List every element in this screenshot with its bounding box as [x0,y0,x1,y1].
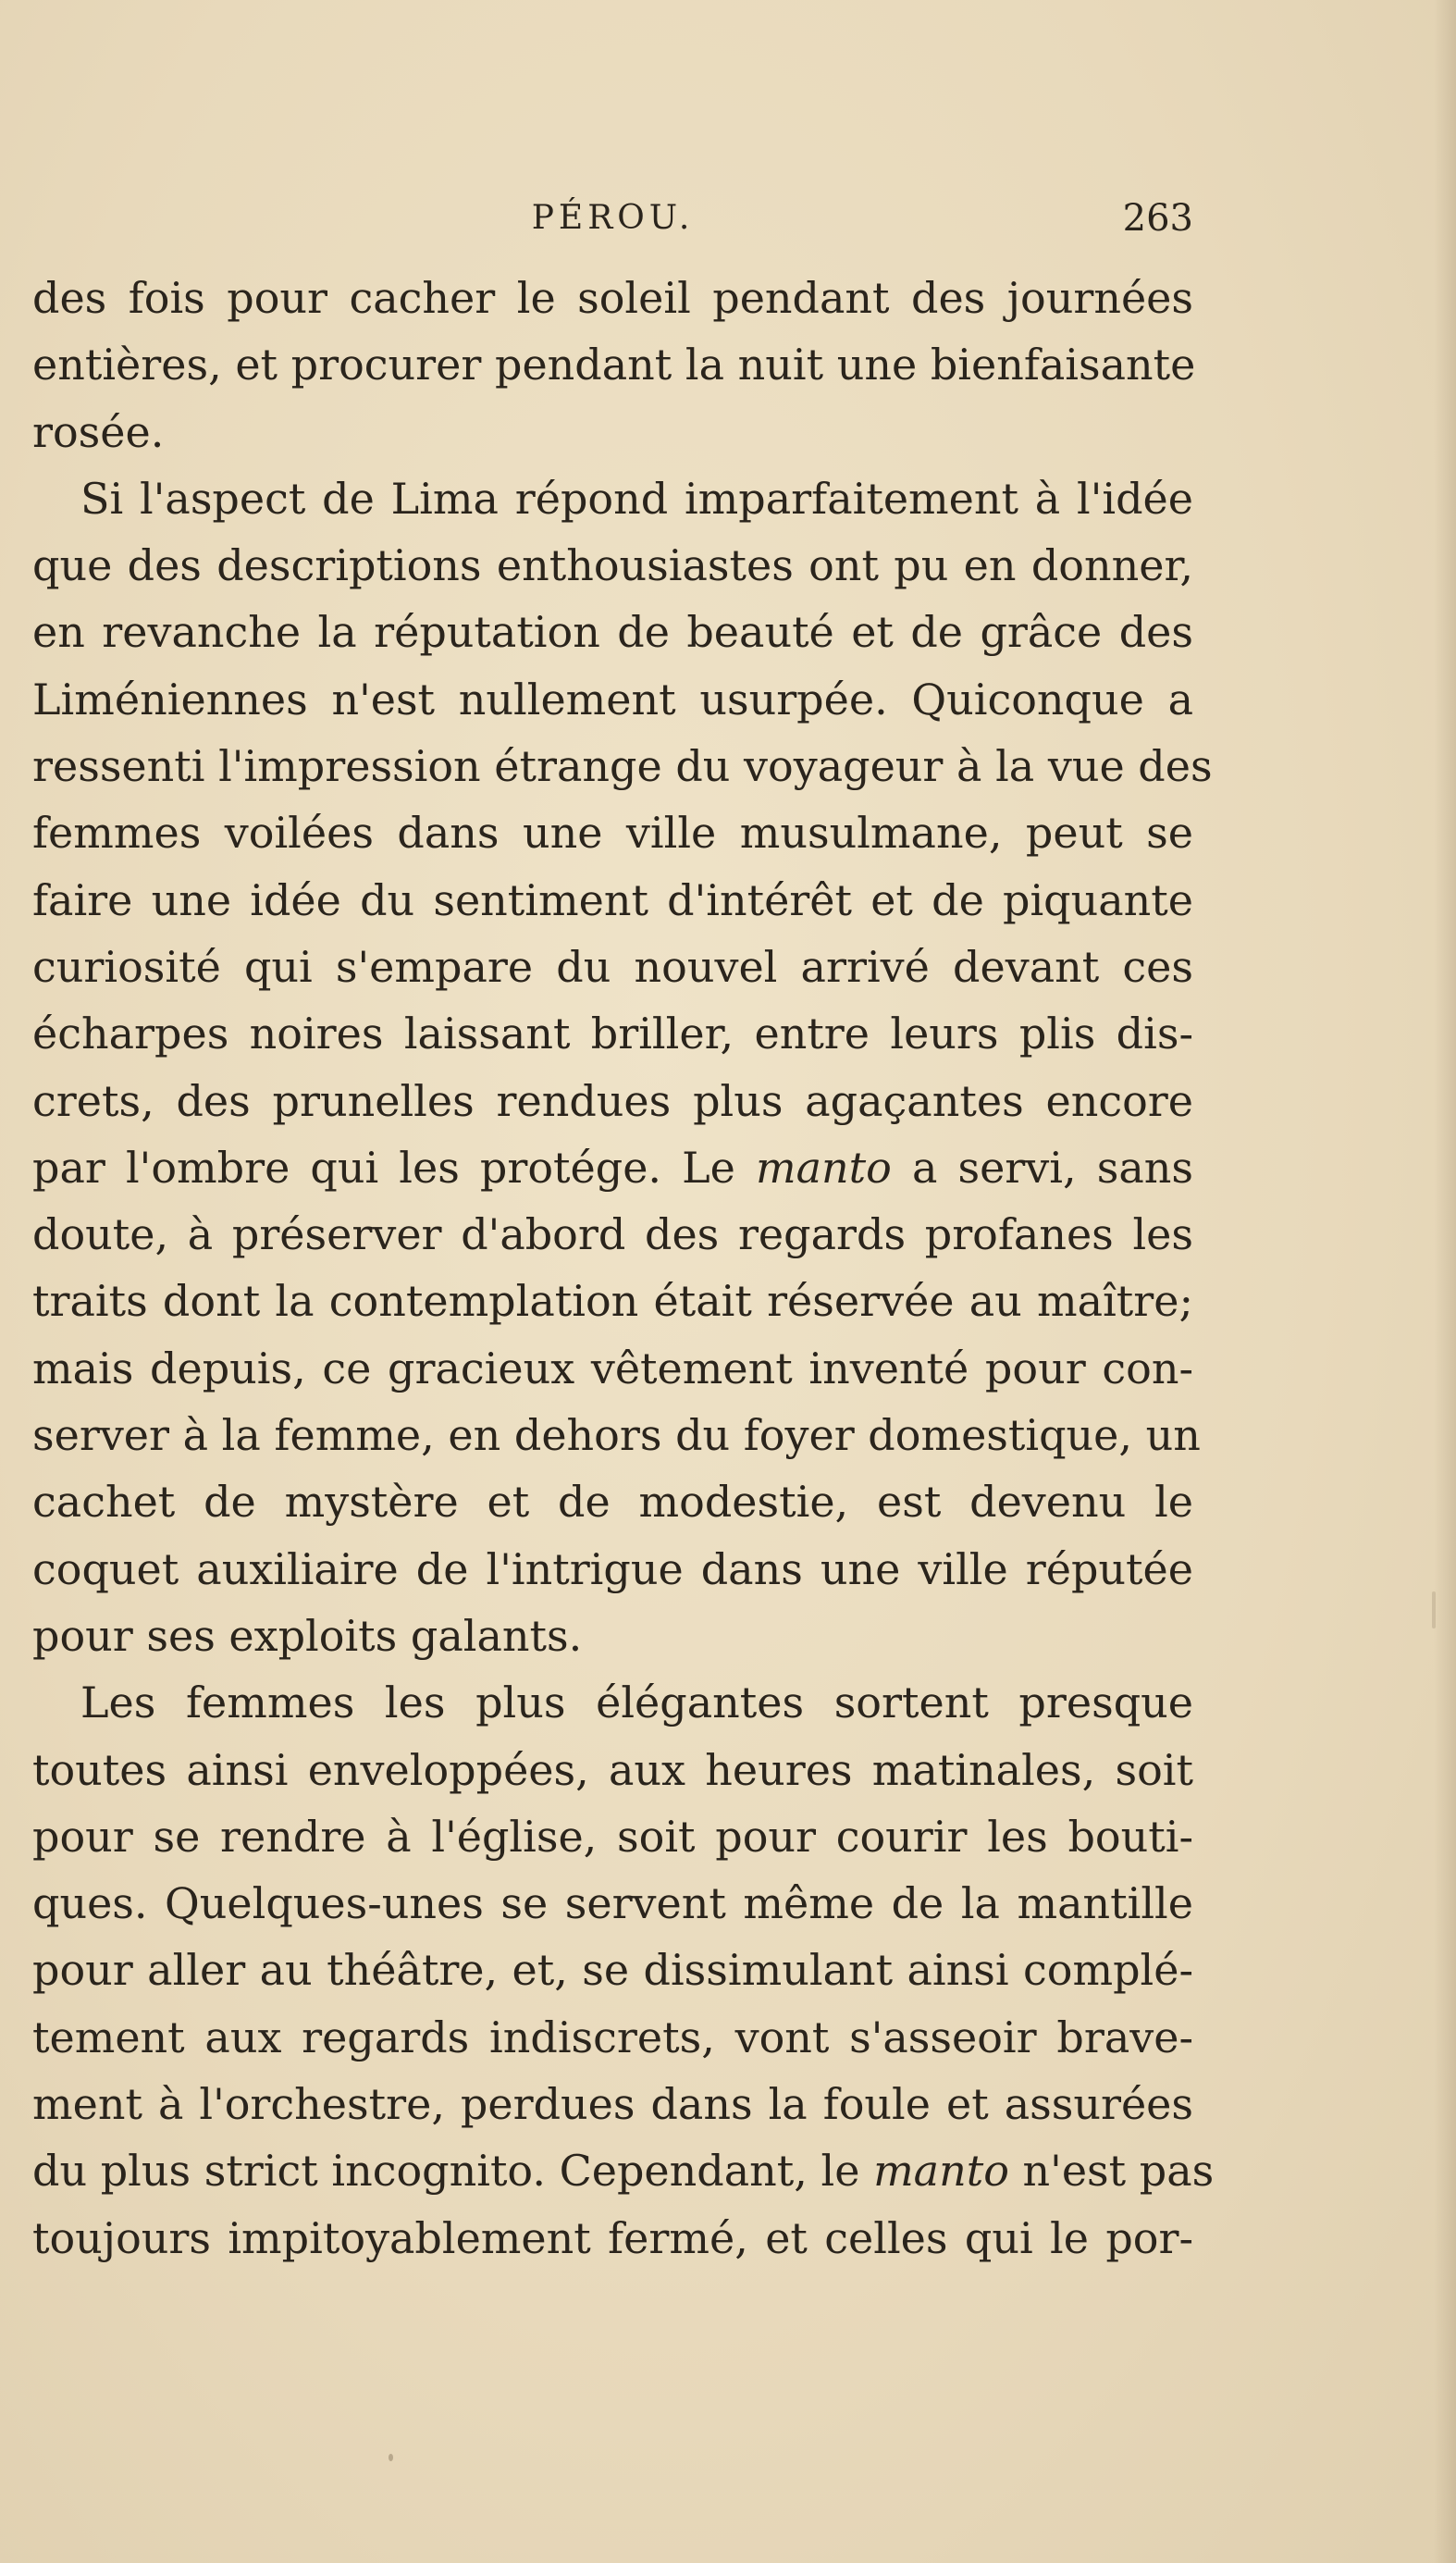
italic-word: manto [756,1142,892,1193]
text-line: Si l'aspect de Lima répond imparfaitement à l'idée [80,473,1193,524]
text-line: ment à l'orchestre, perdues dans la foule et assurées [32,2079,1193,2130]
text-line: coquet auxiliaire de l'intrigue dans une ville réputée [32,1543,1193,1594]
italic-word: manto [873,2146,1009,2197]
text-line: écharpes noires laissant briller, entre leurs plis dis- [32,1009,1193,1059]
text-line: faire une idée du sentiment d'intérêt et de piquante [32,874,1193,925]
text-line: traits dont la contemplation était réservée au maître; [32,1276,1193,1327]
paper-speck [389,2454,393,2461]
text-line: femmes voilées dans une ville musulmane, peut se [32,808,1193,859]
text-segment: par l'ombre qui les protége. Le [32,1142,756,1193]
text-line: entières, et procurer pendant la nuit une bienfaisante [32,340,1196,390]
text-segment: n'est pas [1008,2146,1215,2197]
body-text [32,265,1215,2272]
text-line: pour ses exploits galants. [32,1610,583,1661]
text-line: pour aller au théâtre, et, se dissimulant ainsi complé- [32,1945,1193,1996]
text-line: des fois pour cacher le soleil pendant des journées [32,273,1193,323]
text-line: Les femmes les plus élégantes sortent presque [80,1678,1193,1728]
text-line: mais depuis, ce gracieux vêtement inventé pour con- [32,1343,1193,1393]
text-line: que des descriptions enthousiastes ont pu en donner, [32,540,1193,591]
text-line: curiosité qui s'empare du nouvel arrivé devant ces [32,941,1193,992]
text-segment: du plus strict incognito. Cependant, le [32,2146,874,2197]
page-edge-shadow [1434,0,1456,2563]
text-line: ressenti l'impression étrange du voyageur à la vue des [32,741,1213,792]
text-line: en revanche la réputation de beauté et de grâce des [32,607,1193,658]
text-line: pour se rendre à l'église, soit pour courir les bouti- [32,1811,1193,1862]
text-line: rosée. [32,406,165,457]
text-line: server à la femme, en dehors du foyer domestique, un [32,1410,1201,1461]
text-line [32,1134,1193,1201]
text-line: toujours impitoyablement fermé, et celles qui le por- [32,2212,1193,2263]
paper-speck [1432,1591,1436,1628]
text-segment: a servi, sans [891,1142,1193,1193]
text-line: crets, des prunelles rendues plus agaçantes encore [32,1075,1193,1126]
text-line: cachet de mystère et de modestie, est devenu le [32,1477,1193,1528]
page-header [32,191,1193,246]
text-line: ques. Quelques-unes se servent même de la mantille [32,1878,1193,1929]
text-line: Liméniennes n'est nullement usurpée. Quiconque a [32,674,1193,724]
text-line [32,2137,1215,2204]
text-line: toutes ainsi enveloppées, aux heures matinales, soit [32,1744,1193,1795]
text-line: tement aux regards indiscrets, vont s'asseoir brave- [32,2012,1193,2062]
page-number: 263 [1122,197,1193,240]
text-line: doute, à préserver d'abord des regards profanes les [32,1209,1193,1260]
running-title: PÉROU. [531,199,695,237]
